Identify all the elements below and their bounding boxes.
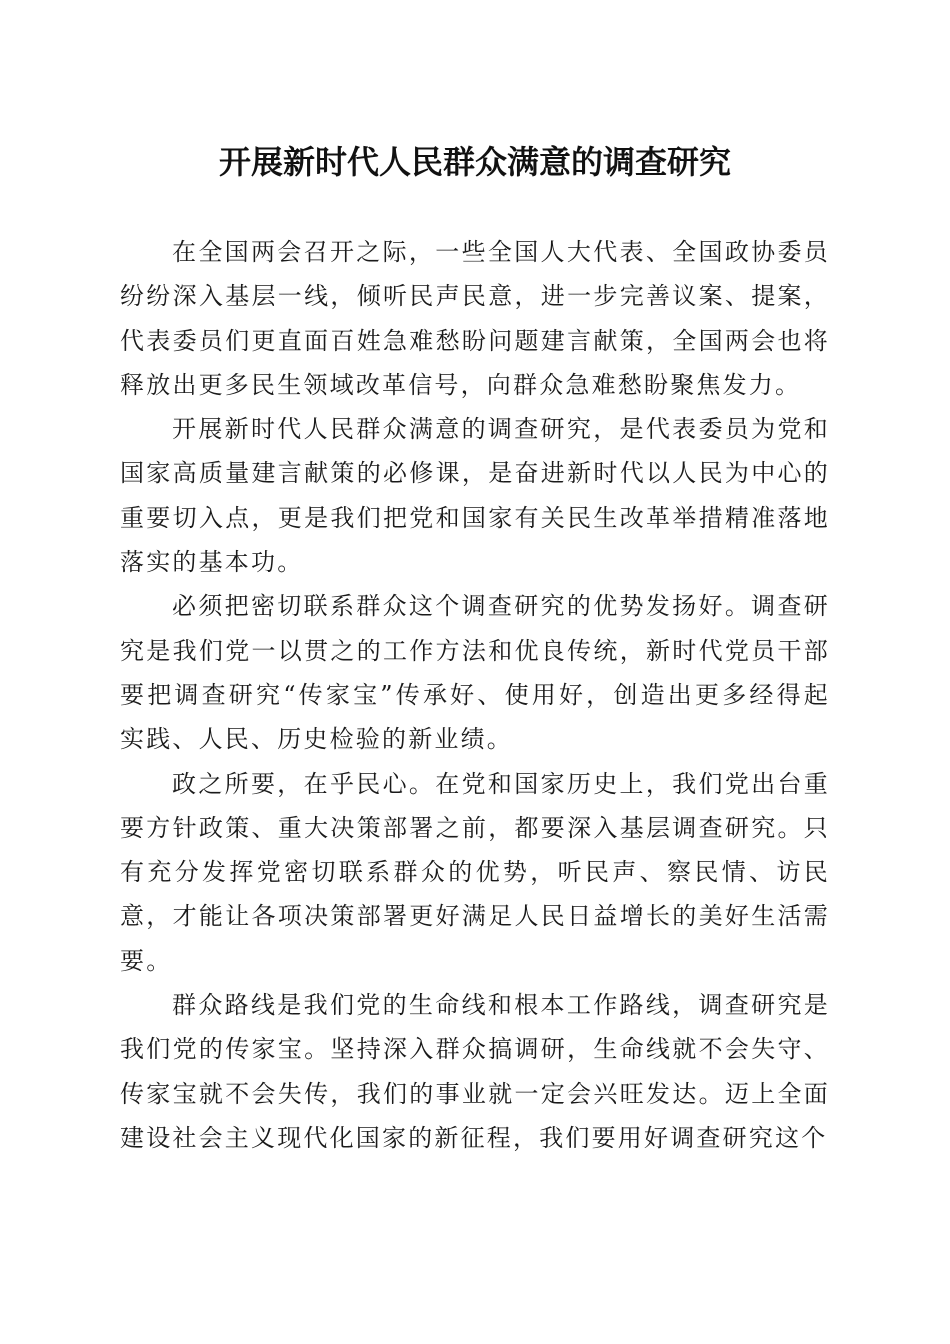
paragraph-5: 群众路线是我们党的生命线和根本工作路线，调查研究是我们党的传家宝。坚持深入群众搞调研，生命线就不会失守、传家宝就不会失传，我们的事业就一定会兴旺发达。迈上全面建设社会主义现代化国家的新征程，我们要用好调查研究这个 <box>120 991 830 1152</box>
document-body <box>120 230 830 1160</box>
paragraph-1: 在全国两会召开之际，一些全国人大代表、全国政协委员纷纷深入基层一线，倾听民声民意，进一步完善议案、提案，代表委员们更直面百姓急难愁盼问题建言献策，全国两会也将释放出更多民生领域改革信号，向群众急难愁盼聚焦发力。 <box>120 238 830 399</box>
document-title: 开展新时代人民群众满意的调查研究 <box>218 143 731 181</box>
paragraph-4: 政之所要，在乎民心。在党和国家历史上，我们党出台重要方针政策、重大决策部署之前，都要深入基层调查研究。只有充分发挥党密切联系群众的优势，听民声、察民情、访民意，才能让各项决策部署更好满足人民日益增长的美好生活需要。 <box>120 769 830 975</box>
paragraph-2: 开展新时代人民群众满意的调查研究，是代表委员为党和国家高质量建言献策的必修课，是奋进新时代以人民为中心的重要切入点，更是我们把党和国家有关民生改革举措精准落地落实的基本功。 <box>120 415 830 577</box>
paragraph-3: 必须把密切联系群众这个调查研究的优势发扬好。调查研究是我们党一以贯之的工作方法和优良传统，新时代党员干部要把调查研究“传家宝”传承好、使用好，创造出更多经得起实践、人民、历史检验的新业绩。 <box>120 592 830 754</box>
